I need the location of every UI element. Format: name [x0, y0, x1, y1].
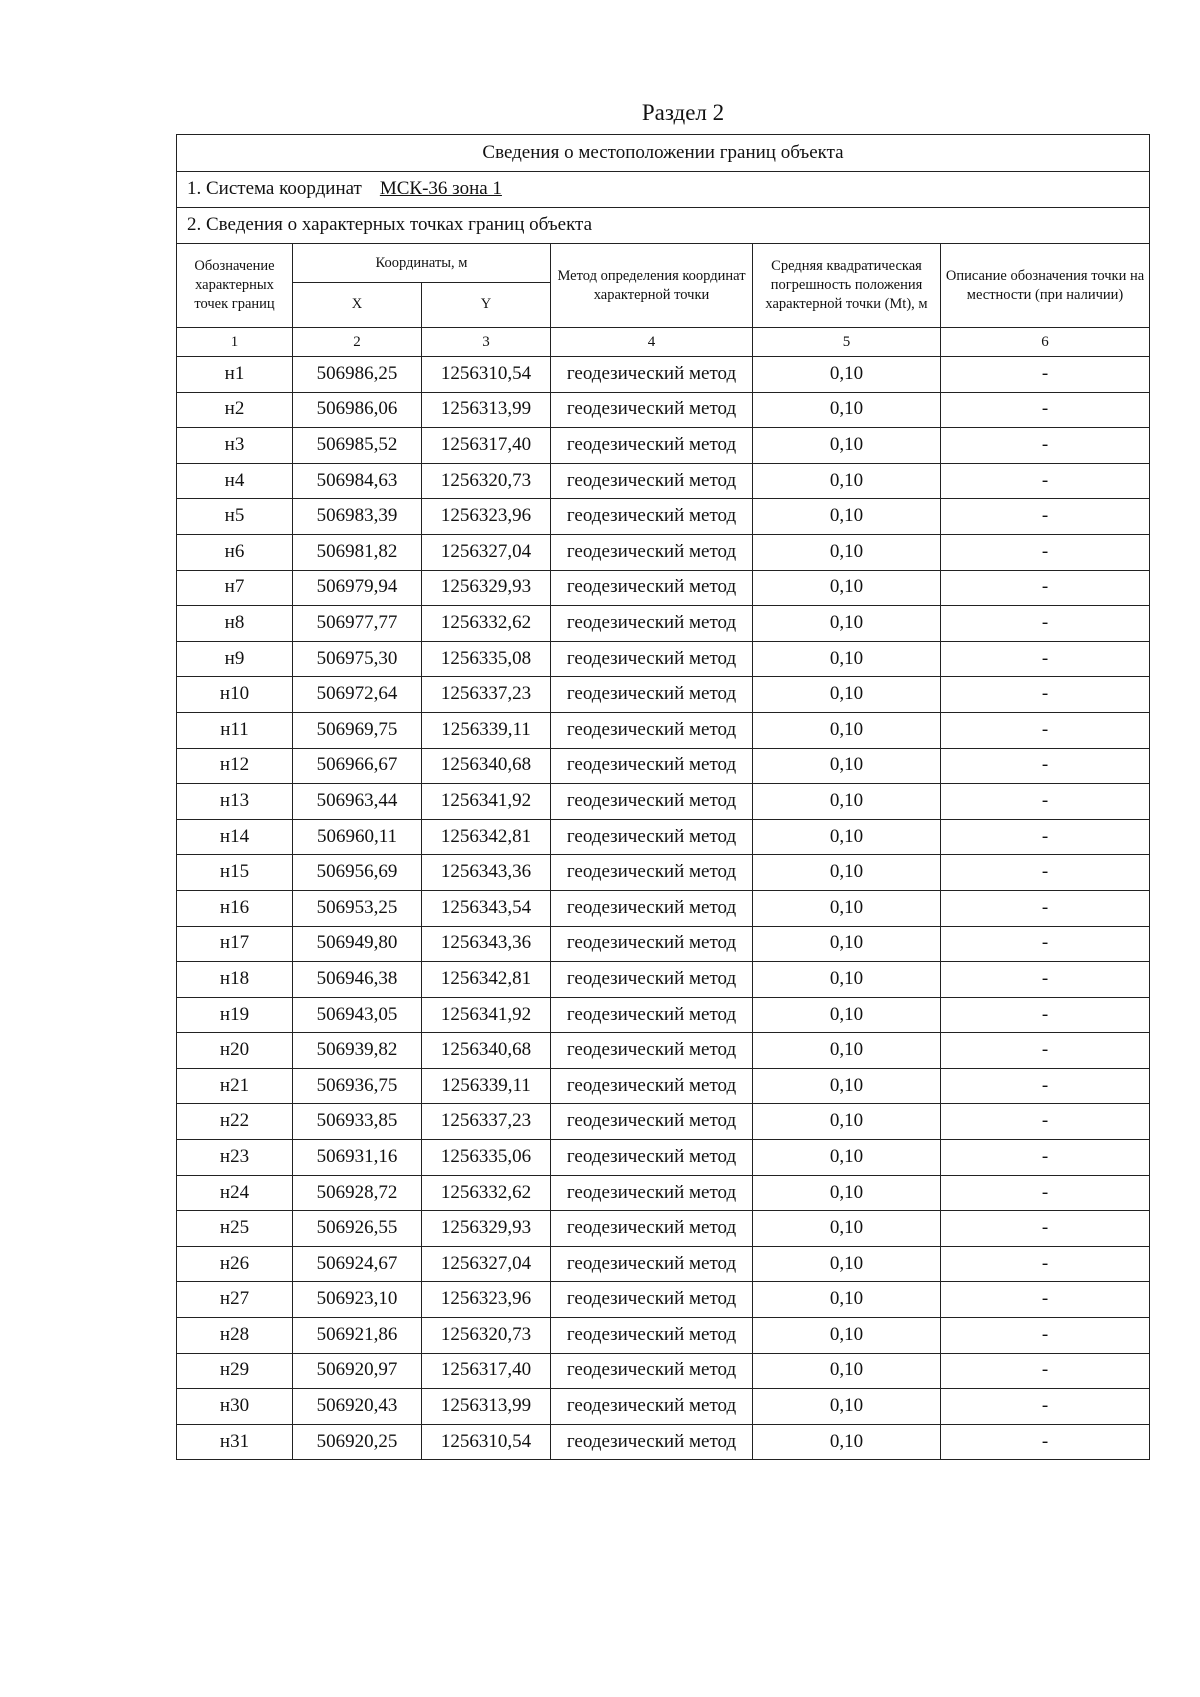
point-id-cell: н10: [177, 677, 293, 713]
table-row: [177, 997, 1150, 1033]
description-cell: -: [941, 1211, 1150, 1247]
coord-y-cell: 1256332,62: [422, 606, 551, 642]
coord-x-cell: 506943,05: [293, 997, 422, 1033]
accuracy-cell: 0,10: [753, 428, 941, 464]
coord-x-cell: 506981,82: [293, 534, 422, 570]
description-cell: -: [941, 748, 1150, 784]
coord-x-cell: 506985,52: [293, 428, 422, 464]
method-cell: геодезический метод: [551, 570, 753, 606]
table-row: [177, 819, 1150, 855]
coord-y-cell: 1256337,23: [422, 677, 551, 713]
method-cell: геодезический метод: [551, 1389, 753, 1425]
coord-x-cell: 506984,63: [293, 463, 422, 499]
point-id-cell: н26: [177, 1246, 293, 1282]
coord-y-cell: 1256343,36: [422, 926, 551, 962]
point-id-cell: н20: [177, 1033, 293, 1069]
description-cell: -: [941, 1140, 1150, 1176]
coord-y-cell: 1256343,54: [422, 890, 551, 926]
accuracy-cell: 0,10: [753, 570, 941, 606]
description-cell: -: [941, 1104, 1150, 1140]
coord-y-cell: 1256320,73: [422, 1318, 551, 1354]
description-cell: -: [941, 997, 1150, 1033]
point-id-cell: н28: [177, 1318, 293, 1354]
table-row: [177, 392, 1150, 428]
accuracy-cell: 0,10: [753, 1318, 941, 1354]
coord-system-label: 1. Система координат: [187, 178, 362, 200]
column-numbers-row: [177, 328, 1150, 357]
point-id-cell: н7: [177, 570, 293, 606]
table-row: [177, 570, 1150, 606]
method-cell: геодезический метод: [551, 1140, 753, 1176]
table-row: [177, 1353, 1150, 1389]
description-cell: -: [941, 499, 1150, 535]
method-cell: геодезический метод: [551, 534, 753, 570]
description-cell: -: [941, 463, 1150, 499]
coord-y-cell: 1256332,62: [422, 1175, 551, 1211]
method-cell: геодезический метод: [551, 1246, 753, 1282]
method-cell: геодезический метод: [551, 499, 753, 535]
description-cell: -: [941, 1068, 1150, 1104]
coord-y-cell: 1256341,92: [422, 997, 551, 1033]
point-id-cell: н16: [177, 890, 293, 926]
method-cell: геодезический метод: [551, 606, 753, 642]
column-number: 1: [177, 328, 293, 357]
method-cell: геодезический метод: [551, 855, 753, 891]
table-row: [177, 855, 1150, 891]
description-cell: -: [941, 1389, 1150, 1425]
point-id-cell: н22: [177, 1104, 293, 1140]
method-cell: геодезический метод: [551, 1175, 753, 1211]
coord-y-cell: 1256340,68: [422, 1033, 551, 1069]
coord-x-cell: 506953,25: [293, 890, 422, 926]
description-cell: -: [941, 428, 1150, 464]
coord-y-cell: 1256320,73: [422, 463, 551, 499]
coord-y-cell: 1256317,40: [422, 1353, 551, 1389]
coord-x-cell: 506946,38: [293, 962, 422, 998]
coord-y-cell: 1256327,04: [422, 534, 551, 570]
boundary-points-table: [176, 134, 1150, 1460]
accuracy-cell: 0,10: [753, 712, 941, 748]
method-cell: геодезический метод: [551, 1211, 753, 1247]
table-row: [177, 499, 1150, 535]
point-id-cell: н13: [177, 784, 293, 820]
coord-y-cell: 1256337,23: [422, 1104, 551, 1140]
coord-x-cell: 506960,11: [293, 819, 422, 855]
accuracy-cell: 0,10: [753, 1104, 941, 1140]
description-cell: -: [941, 570, 1150, 606]
coord-x-cell: 506920,97: [293, 1353, 422, 1389]
table-row: [177, 534, 1150, 570]
description-cell: -: [941, 1033, 1150, 1069]
table-row: [177, 428, 1150, 464]
coord-y-cell: 1256342,81: [422, 819, 551, 855]
accuracy-cell: 0,10: [753, 1140, 941, 1176]
coord-x-cell: 506966,67: [293, 748, 422, 784]
point-id-cell: н4: [177, 463, 293, 499]
description-cell: -: [941, 855, 1150, 891]
accuracy-cell: 0,10: [753, 748, 941, 784]
accuracy-cell: 0,10: [753, 641, 941, 677]
column-number: 5: [753, 328, 941, 357]
point-id-cell: н11: [177, 712, 293, 748]
accuracy-cell: 0,10: [753, 392, 941, 428]
points-info-row: [177, 208, 1150, 244]
coord-system-cell: [177, 172, 1150, 208]
points-info-label: 2. Сведения о характерных точках границ объекта: [177, 208, 1150, 244]
description-cell: -: [941, 641, 1150, 677]
header-accuracy: Средняя квадратическая погрешность положения характерной точки (Mt), м: [753, 244, 941, 328]
coord-system-value: МСК-36 зона 1: [379, 178, 502, 200]
point-id-cell: н17: [177, 926, 293, 962]
coord-y-cell: 1256339,11: [422, 712, 551, 748]
table-row: [177, 1211, 1150, 1247]
header-y: Y: [422, 283, 551, 328]
coord-x-cell: 506977,77: [293, 606, 422, 642]
coord-y-cell: 1256313,99: [422, 392, 551, 428]
column-number: 6: [941, 328, 1150, 357]
table-row: [177, 1424, 1150, 1460]
column-number: 3: [422, 328, 551, 357]
method-cell: геодезический метод: [551, 997, 753, 1033]
coord-x-cell: 506956,69: [293, 855, 422, 891]
header-designation: Обозначение характерных точек границ: [177, 244, 293, 328]
point-id-cell: н12: [177, 748, 293, 784]
header-coordinates: Координаты, м: [293, 244, 551, 283]
coord-x-cell: 506986,06: [293, 392, 422, 428]
coord-y-cell: 1256329,93: [422, 1211, 551, 1247]
coord-x-cell: 506969,75: [293, 712, 422, 748]
method-cell: геодезический метод: [551, 712, 753, 748]
coord-x-cell: 506928,72: [293, 1175, 422, 1211]
table-row: [177, 1389, 1150, 1425]
coord-x-cell: 506983,39: [293, 499, 422, 535]
header-description: Описание обозначения точки на местности (при наличии): [941, 244, 1150, 328]
coord-x-cell: 506949,80: [293, 926, 422, 962]
method-cell: геодезический метод: [551, 748, 753, 784]
point-id-cell: н3: [177, 428, 293, 464]
table-row: [177, 1140, 1150, 1176]
header-row-1: [177, 244, 1150, 283]
description-cell: -: [941, 712, 1150, 748]
section-title: Раздел 2: [641, 100, 725, 125]
point-id-cell: н24: [177, 1175, 293, 1211]
accuracy-cell: 0,10: [753, 926, 941, 962]
method-cell: геодезический метод: [551, 1068, 753, 1104]
coord-y-cell: 1256323,96: [422, 499, 551, 535]
description-cell: -: [941, 962, 1150, 998]
method-cell: геодезический метод: [551, 392, 753, 428]
point-id-cell: н1: [177, 357, 293, 393]
coord-y-cell: 1256323,96: [422, 1282, 551, 1318]
table-row: [177, 926, 1150, 962]
table-row: [177, 784, 1150, 820]
description-cell: -: [941, 357, 1150, 393]
point-id-cell: н8: [177, 606, 293, 642]
coord-y-cell: 1256329,93: [422, 570, 551, 606]
point-id-cell: н15: [177, 855, 293, 891]
coord-y-cell: 1256342,81: [422, 962, 551, 998]
method-cell: геодезический метод: [551, 641, 753, 677]
table-row: [177, 641, 1150, 677]
method-cell: геодезический метод: [551, 890, 753, 926]
table-row: [177, 463, 1150, 499]
accuracy-cell: 0,10: [753, 1175, 941, 1211]
accuracy-cell: 0,10: [753, 463, 941, 499]
method-cell: геодезический метод: [551, 926, 753, 962]
point-id-cell: н29: [177, 1353, 293, 1389]
description-cell: -: [941, 926, 1150, 962]
description-cell: -: [941, 784, 1150, 820]
accuracy-cell: 0,10: [753, 1424, 941, 1460]
method-cell: геодезический метод: [551, 1318, 753, 1354]
method-cell: геодезический метод: [551, 1424, 753, 1460]
accuracy-cell: 0,10: [753, 1033, 941, 1069]
description-cell: -: [941, 1353, 1150, 1389]
coord-x-cell: 506975,30: [293, 641, 422, 677]
coord-x-cell: 506926,55: [293, 1211, 422, 1247]
coord-y-cell: 1256310,54: [422, 357, 551, 393]
coord-y-cell: 1256341,92: [422, 784, 551, 820]
accuracy-cell: 0,10: [753, 606, 941, 642]
method-cell: геодезический метод: [551, 357, 753, 393]
method-cell: геодезический метод: [551, 784, 753, 820]
accuracy-cell: 0,10: [753, 1246, 941, 1282]
coord-system-row: [177, 172, 1150, 208]
coord-x-cell: 506963,44: [293, 784, 422, 820]
coord-y-cell: 1256335,06: [422, 1140, 551, 1176]
coord-x-cell: 506921,86: [293, 1318, 422, 1354]
coord-x-cell: 506933,85: [293, 1104, 422, 1140]
column-number: 2: [293, 328, 422, 357]
accuracy-cell: 0,10: [753, 534, 941, 570]
method-cell: геодезический метод: [551, 463, 753, 499]
table-row: [177, 962, 1150, 998]
method-cell: геодезический метод: [551, 819, 753, 855]
coord-y-cell: 1256339,11: [422, 1068, 551, 1104]
accuracy-cell: 0,10: [753, 499, 941, 535]
coord-x-cell: 506923,10: [293, 1282, 422, 1318]
accuracy-cell: 0,10: [753, 1389, 941, 1425]
column-number: 4: [551, 328, 753, 357]
coord-x-cell: 506986,25: [293, 357, 422, 393]
description-cell: -: [941, 392, 1150, 428]
method-cell: геодезический метод: [551, 1033, 753, 1069]
coord-y-cell: 1256343,36: [422, 855, 551, 891]
table-row: [177, 1318, 1150, 1354]
coord-x-cell: 506939,82: [293, 1033, 422, 1069]
coord-x-cell: 506920,43: [293, 1389, 422, 1425]
accuracy-cell: 0,10: [753, 1211, 941, 1247]
coord-x-cell: 506936,75: [293, 1068, 422, 1104]
point-id-cell: н25: [177, 1211, 293, 1247]
description-cell: -: [941, 677, 1150, 713]
method-cell: геодезический метод: [551, 1282, 753, 1318]
header-x: X: [293, 283, 422, 328]
table-row: [177, 677, 1150, 713]
description-cell: -: [941, 819, 1150, 855]
table-row: [177, 1033, 1150, 1069]
method-cell: геодезический метод: [551, 1353, 753, 1389]
coord-x-cell: 506931,16: [293, 1140, 422, 1176]
description-cell: -: [941, 1246, 1150, 1282]
table-row: [177, 1104, 1150, 1140]
table-row: [177, 1068, 1150, 1104]
header-method: Метод определения координат характерной точки: [551, 244, 753, 328]
description-cell: -: [941, 1424, 1150, 1460]
coord-y-cell: 1256335,08: [422, 641, 551, 677]
point-id-cell: н27: [177, 1282, 293, 1318]
point-id-cell: н19: [177, 997, 293, 1033]
point-id-cell: н18: [177, 962, 293, 998]
table-title: Сведения о местоположении границ объекта: [177, 135, 1150, 172]
point-id-cell: н31: [177, 1424, 293, 1460]
coord-y-cell: 1256313,99: [422, 1389, 551, 1425]
coord-y-cell: 1256340,68: [422, 748, 551, 784]
accuracy-cell: 0,10: [753, 890, 941, 926]
coord-x-cell: 506972,64: [293, 677, 422, 713]
method-cell: геодезический метод: [551, 677, 753, 713]
point-id-cell: н21: [177, 1068, 293, 1104]
table-row: [177, 1282, 1150, 1318]
point-id-cell: н9: [177, 641, 293, 677]
table-row: [177, 357, 1150, 393]
table-row: [177, 890, 1150, 926]
accuracy-cell: 0,10: [753, 997, 941, 1033]
coord-x-cell: 506979,94: [293, 570, 422, 606]
coord-x-cell: 506924,67: [293, 1246, 422, 1282]
point-id-cell: н30: [177, 1389, 293, 1425]
description-cell: -: [941, 534, 1150, 570]
description-cell: -: [941, 890, 1150, 926]
accuracy-cell: 0,10: [753, 962, 941, 998]
table-row: [177, 1175, 1150, 1211]
method-cell: геодезический метод: [551, 428, 753, 464]
accuracy-cell: 0,10: [753, 819, 941, 855]
coord-y-cell: 1256317,40: [422, 428, 551, 464]
accuracy-cell: 0,10: [753, 1353, 941, 1389]
description-cell: -: [941, 606, 1150, 642]
table-row: [177, 606, 1150, 642]
method-cell: геодезический метод: [551, 962, 753, 998]
point-id-cell: н2: [177, 392, 293, 428]
coord-y-cell: 1256310,54: [422, 1424, 551, 1460]
point-id-cell: н5: [177, 499, 293, 535]
accuracy-cell: 0,10: [753, 1282, 941, 1318]
accuracy-cell: 0,10: [753, 855, 941, 891]
point-id-cell: н23: [177, 1140, 293, 1176]
description-cell: -: [941, 1318, 1150, 1354]
table-title-row: [177, 135, 1150, 172]
accuracy-cell: 0,10: [753, 1068, 941, 1104]
accuracy-cell: 0,10: [753, 357, 941, 393]
coord-x-cell: 506920,25: [293, 1424, 422, 1460]
accuracy-cell: 0,10: [753, 784, 941, 820]
point-id-cell: н6: [177, 534, 293, 570]
point-id-cell: н14: [177, 819, 293, 855]
description-cell: -: [941, 1282, 1150, 1318]
accuracy-cell: 0,10: [753, 677, 941, 713]
table-row: [177, 1246, 1150, 1282]
coord-y-cell: 1256327,04: [422, 1246, 551, 1282]
table-row: [177, 748, 1150, 784]
description-cell: -: [941, 1175, 1150, 1211]
method-cell: геодезический метод: [551, 1104, 753, 1140]
table-row: [177, 712, 1150, 748]
